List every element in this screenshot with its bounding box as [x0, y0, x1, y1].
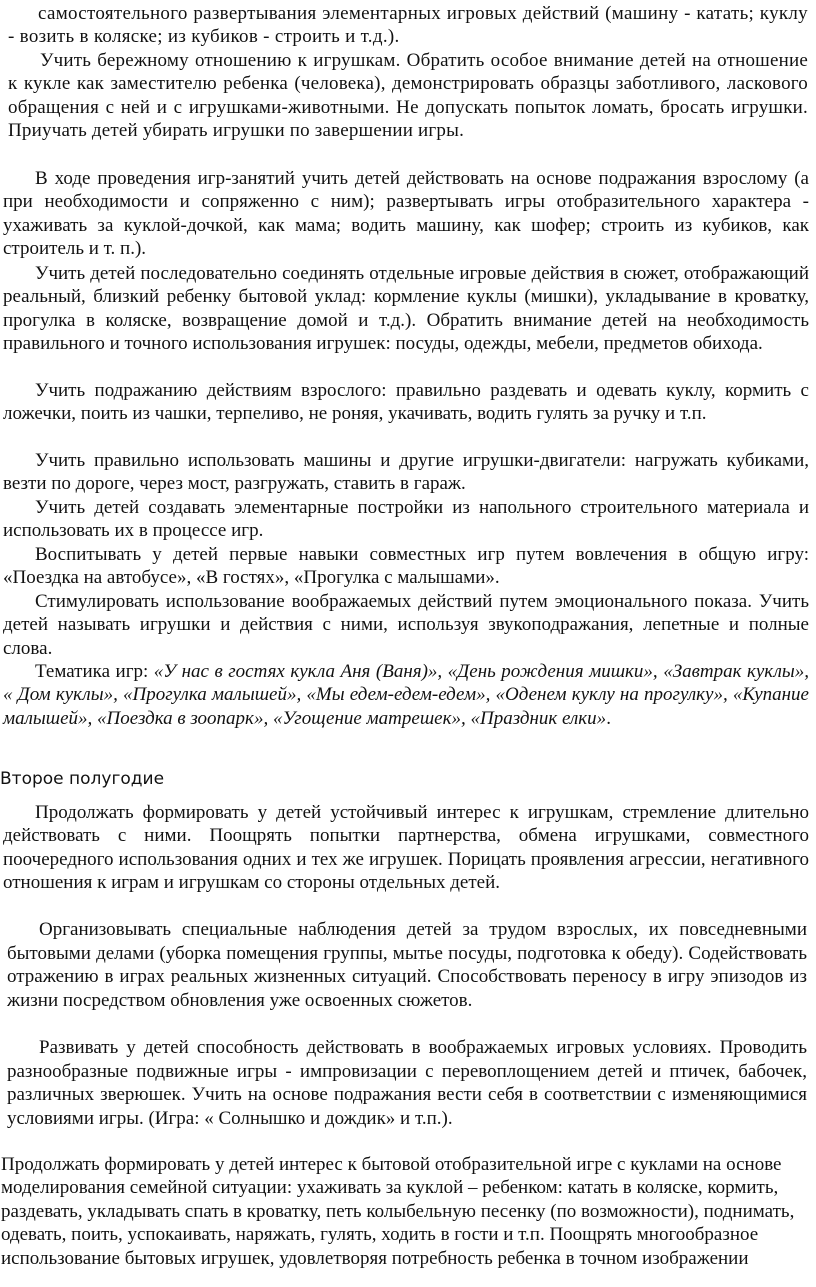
paragraph-imaginary-conditions: Развивать у детей способность действовать в воображаемых игровых условиях. Проводить разнообразные подвижные игры - импровизации с перевоплощением детей и птичек, бабочек, различных зверюшек. Учить на основе подражания вести себя в соответствии с изменяющимися условиями игры. (Игра: « Солнышко и дождик» и т.п.). — [7, 1037, 807, 1129]
topics-list: «У нас в гостях кукла Аня (Ваня)», «День рождения мишки», «Завтрак куклы», « Дом куклы», «Прогулка малышей», «Мы едем-едем-едем», «Оденем куклу на прогулку», «Купание малышей», «Поездка в зоопарк», «Угощение матрешек», «Праздник елки» — [3, 661, 809, 729]
paragraph-observations: Организовывать специальные наблюдения детей за трудом взрослых, их повседневными бытовыми делами (уборка помещения группы, мытье посуды, подготовка к обеду). Содействовать отражению в играх реальных жизненных ситуаций. Способствовать переносу в игру эпизодов из жизни посредством обновления уже освоенных сюжетов. — [7, 919, 807, 1011]
paragraph-game-topics — [3, 660, 809, 730]
paragraph-care-for-toys: Учить бережному отношению к игрушкам. Обратить особое внимание детей на отношение к кукле как заместителю ребенка (человека), демонстрировать образцы заботливого, ласкового обращения с ней и с игрушками-животными. Не допускать попыток ломать, бросать игрушки. Приучать детей убирать игрушки по завершении игры. — [8, 50, 808, 142]
paragraph-vehicle-toys: Учить правильно использовать машины и другие игрушки-двигатели: нагружать кубиками, везти по дороге, через мост, разгружать, ставить в гараж. — [3, 450, 809, 495]
topics-lead: Тематика игр: — [35, 661, 154, 682]
paragraph-plot-actions: Учить детей последовательно соединять отдельные игровые действия в сюжет, отображающий реальный, близкий ребенку бытовой уклад: кормление куклы (мишки), укладывание в кроватку, прогулка в коляске, возвращение домой и т.д.). Обратить внимание детей на необходимость правильного и точного использования игрушек: посуды, одежды, мебели, предметов обихода. — [3, 263, 809, 355]
paragraph-building: Учить детей создавать элементарные постройки из напольного строительного материала и использовать их в процессе игр. — [3, 497, 809, 542]
paragraph-imitation-games: В ходе проведения игр-занятий учить детей действовать на основе подражания взрослому (а при необходимости и сопряженно с ним); развертывать игры отобразительного характера - ухаживать за куклой-дочкой, как мама; водить машину, как шофер; строить из кубиков, как строитель и т. п.). — [3, 168, 809, 260]
paragraph-interest-in-toys: Продолжать формировать у детей устойчивый интерес к игрушкам, стремление длительно действовать с ними. Поощрять попытки партнерства, обмена игрушками, совместного поочередного использования одних и тех же игрушек. Порицать проявления агрессии, негативного отношения к играм и игрушкам со стороны отдельных детей. — [3, 802, 809, 894]
section-heading: Второе полугодие — [0, 769, 165, 789]
paragraph-adult-imitation: Учить подражанию действиям взрослого: правильно раздевать и одевать куклу, кормить с ложечки, поить из чашки, терпеливо, не роняя, укачивать, водить гулять за ручку и т.п. — [3, 380, 809, 425]
paragraph-family-play: Продолжать формировать у детей интерес к бытовой отобразительной игре с куклами на основе моделирования семейной ситуации: ухаживать за куклой – ребенком: катать в коляске, кормить, раздевать, укладывать спать в кроватку, петь колыбельную песенку (по возможности), поднимать, одевать, поить, успокаивать, наряжать, гулять, ходить в гости и т.п. Поощрять многообразное использование бытовых игрушек, удовлетворяя потребность ребенка в точном изображении — [1, 1154, 795, 1269]
paragraph-imaginary-actions: Стимулировать использование воображаемых действий путем эмоционального показа. Учить детей называть игрушки и действия с ними, используя звукоподражания, лепетные и полные слова. — [3, 591, 809, 659]
paragraph-joint-games: Воспитывать у детей первые навыки совместных игр путем вовлечения в общую игру: «Поездка на автобусе», «В гостях», «Прогулка с малышами». — [3, 544, 809, 589]
topics-end: . — [606, 707, 611, 729]
paragraph-continuation: самостоятельного развертывания элементарных игровых действий (машину - катать; куклу - возить в коляске; из кубиков - строить и т.д.). — [8, 3, 808, 48]
